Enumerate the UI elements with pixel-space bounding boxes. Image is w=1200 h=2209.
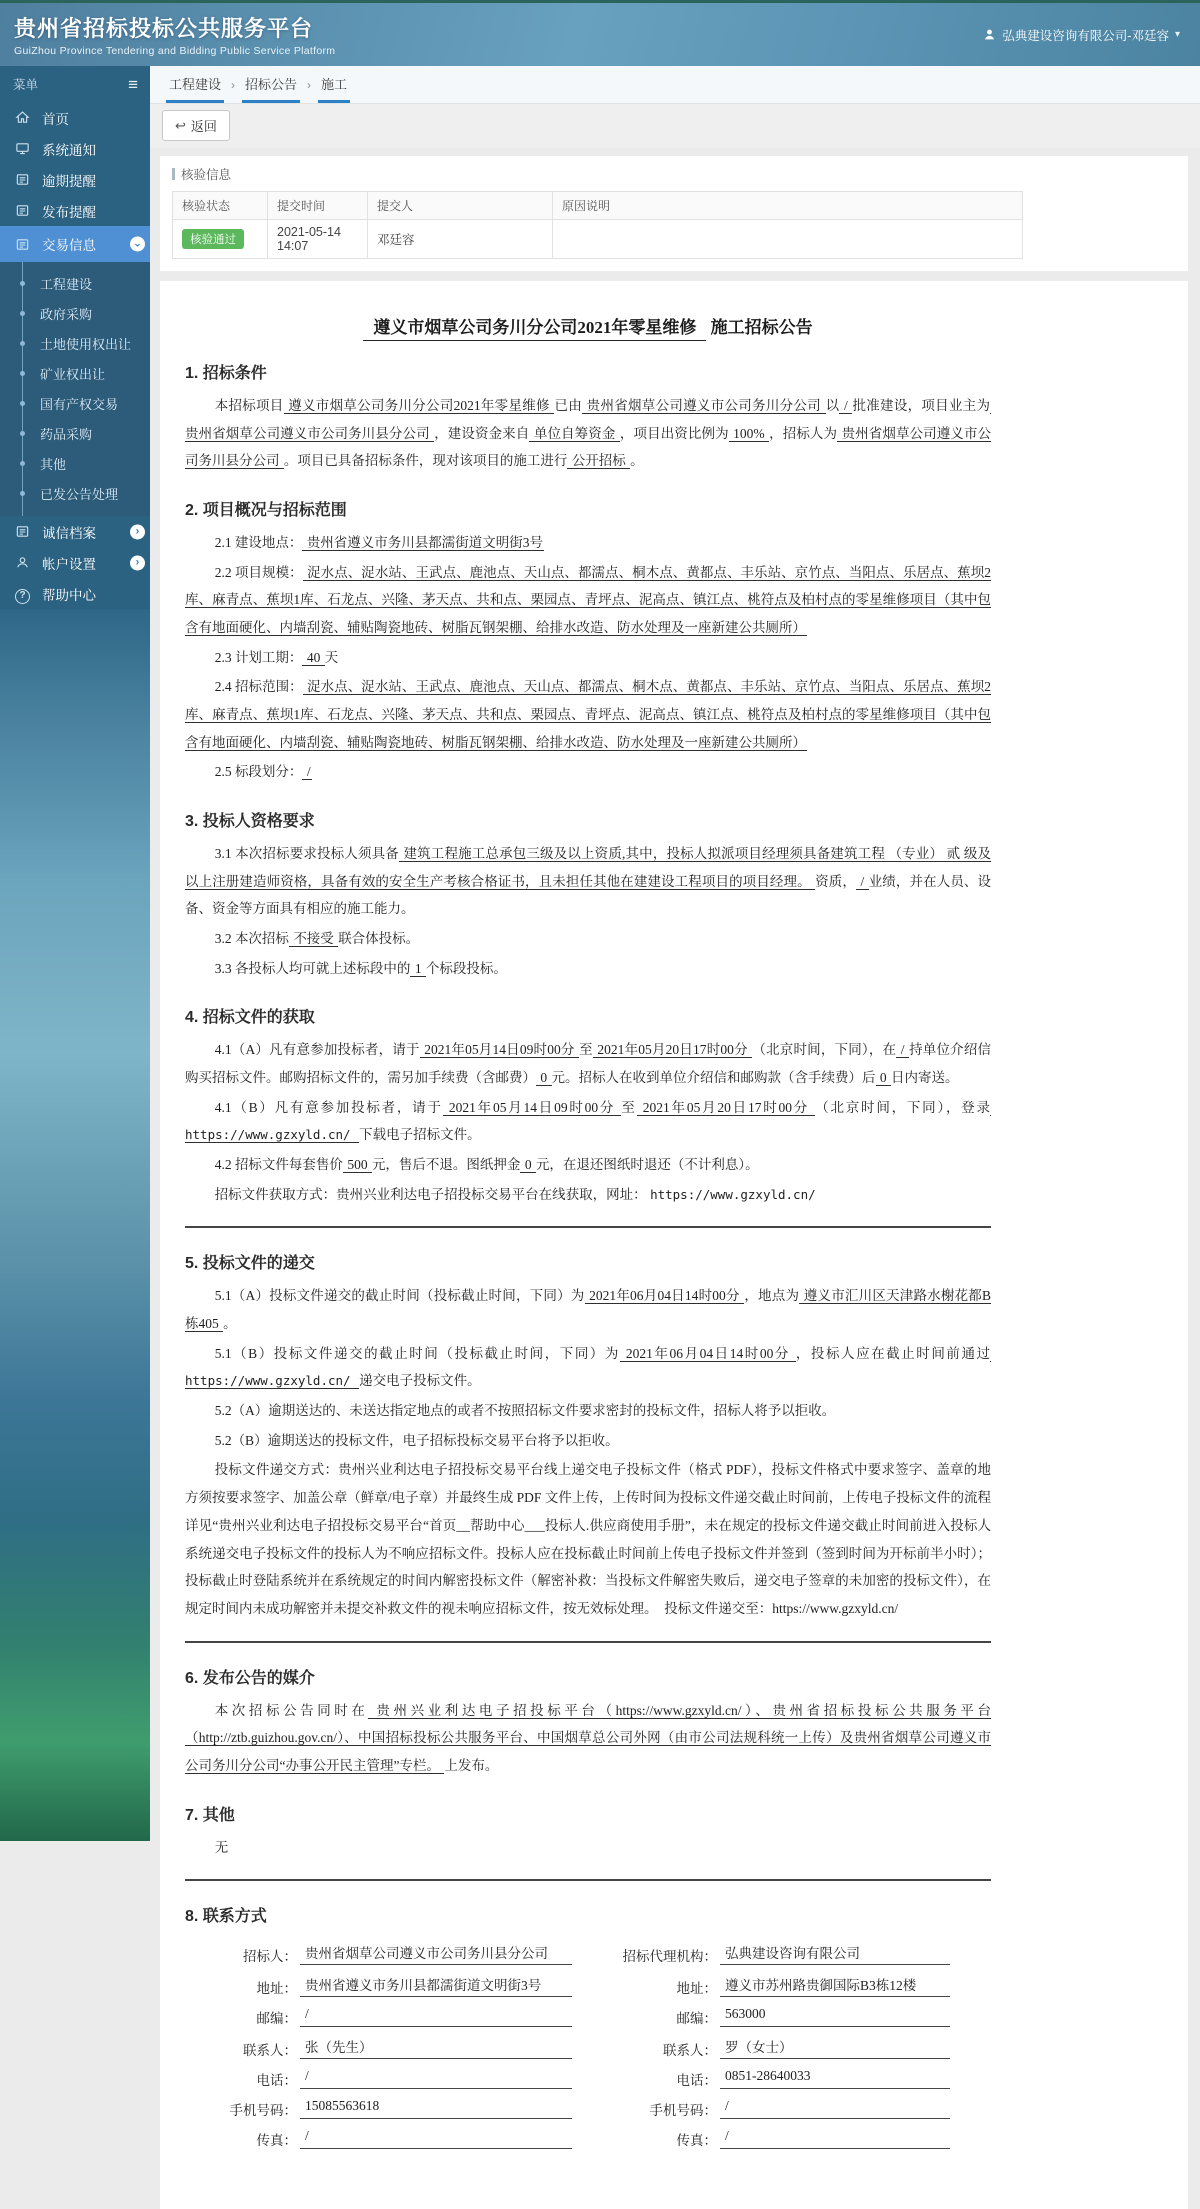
text-run: 4.2 招标文件每套售价 [214,1157,343,1173]
text-run: 。 [630,453,644,469]
document-title [185,313,991,338]
bullet-icon [20,311,25,316]
blank-value: 贵州省烟草公司遵义市公司务川分公司 [583,398,825,413]
verify-col-header: 提交人 [368,192,553,220]
sidebar-subitem-gov-procurement[interactable] [0,298,150,328]
text-run: 持单位介绍信购买招标文件。邮购招标文件的，需另加手续费（含邮费） [185,1042,992,1086]
doc-paragraph [185,1094,991,1149]
section-divider [185,1641,991,1643]
verification-panel-title [172,165,1176,183]
doc-paragraph [185,1340,991,1395]
text-run: 。项目已具备招标条件，现对该项目的施工进行 [283,453,568,469]
sidebar-header [0,66,150,102]
doc-paragraph [185,673,991,756]
text-run: 日内寄送。 [891,1070,959,1086]
hamburger-icon[interactable]: ≡ [128,74,138,94]
person-cell: 邓廷容 [368,220,553,259]
bullet-icon [20,341,25,346]
blank-value: https://www.gzxyld.cn/ [185,1346,991,1390]
text-run: 2.4 招标范围： [214,679,303,695]
contact-value: 罗（女士） [720,2036,950,2059]
document-sections [185,360,991,2149]
section-heading: 8. 联系方式 [185,1908,267,1926]
text-run: 4.1（B）凡有意参加投标者，请于 [214,1099,443,1115]
text-run: 元，在退还图纸时退还（不计利息）。 [535,1157,759,1173]
sidebar-item-publish-reminder[interactable] [0,195,150,226]
doc-paragraph [185,955,991,983]
main-area [150,66,1200,2149]
text-run: https://www.gzxyld.cn/ [650,1186,816,1202]
contact-value: 遵义市苏州路贵御国际B3栋12楼 [720,1974,950,1997]
text-run: ，建设资金来自 [434,425,530,441]
verification-title-text: 核验信息 [181,168,232,182]
sidebar-item-home[interactable] [0,102,150,133]
brand [0,12,335,57]
text-run: 元。招标人在收到单位介绍信和邮购款（含手续费）后 [551,1070,876,1086]
subitem-label: 土地使用权出让 [40,336,132,352]
sidebar-item-account-settings[interactable] [0,547,150,578]
text-run: 5.2（A）逾期送达的、未送达指定地点的或者不按照招标文件要求密封的投标文件，招标人将予以拒收。 [214,1403,836,1419]
top-header [0,0,1200,66]
contact-label: 招标人： [243,1949,297,1965]
text-run: 投标文件递交方式：贵州兴业利达电子招投标交易平台线上递交电子投标文件（格式 PDF），投标文件格式中要求签字、盖章的地方须按要求签字、加盖公章（鲜章/电子章）并最终生成 PDF 文件上传，上传时间为投标文件递交截止时间前，上传电子投标文件的流程详见“贵州兴业利达电子招投标交易平台“首页__帮助中心___投标人.供应商使用手册”，未在规定的投标文件递交截止时间前进入投标人系统递交电子投标文件的投标人为不响应招标文件。投标人应在投标截止时间前上传电子投标文件并签到（签到时间为开标前半小时）；投标截止时登陆系统并在系统规定的时间内解密投标文件（解密补救：当投标文件解密失败后，递交电子签章的未加密的投标文件），在规定时间内未成功解密并未提交补救文件的视未响应招标文件，按无效标处理。 投标文件递交至：https://www.gzxyld.cn/ [185,1462,991,1616]
section-heading: 3. 投标人资格要求 [185,813,315,831]
text-run: 2.2 项目规模： [214,564,303,580]
time-cell: 2021-05-14 14:07 [268,220,368,259]
sidebar-submenu [0,262,150,516]
text-run: 个标段投标。 [425,960,507,976]
blank-value: 2021年06月04日14时00分 [620,1345,795,1361]
sidebar [0,66,150,1841]
person-icon [15,555,30,570]
section-heading: 7. 其他 [185,1806,235,1824]
blank-value: 公开招标 [568,453,630,469]
section-heading: 6. 发布公告的媒介 [185,1669,315,1687]
sidebar-item-label: 发布提醒 [42,204,96,220]
document-title-suffix: 施工招标公告 [706,318,813,337]
doc-icon [15,524,30,539]
text-run: 递交电子投标文件。 [359,1373,481,1389]
text-run: 5.1（B）投标文件递交的截止时间（投标截止时间，下同）为 [214,1345,620,1361]
contact-label: 传真： [676,2133,717,2149]
sidebar-menu [0,102,150,609]
contact-label: 邮编： [256,2011,297,2027]
blank-value: 建筑工程施工总承包三级及以上资质,其中，投标人拟派项目经理须具备建筑工程 （专业） 贰 级及以上注册建造师资格，具备有效的安全生产考核合格证书，且未担任其他在建建设工程项目的项目经理。 [185,846,992,889]
blank-value: 0 [876,1070,890,1086]
monitor-icon [15,141,30,156]
person-icon [983,28,996,41]
text-run: 联合体投标。 [338,931,420,947]
bullet-icon [20,371,25,376]
subitem-label: 工程建设 [40,276,93,292]
text-run: 2.1 建设地点： [214,535,303,551]
blank-value: 100% [729,425,769,441]
sidebar-item-label: 首页 [42,111,69,127]
verification-table [172,191,1023,259]
text-run: （北京时间，下同），在 [752,1042,897,1058]
breadcrumb-item[interactable]: 施工 [318,66,350,103]
user-name: 弘典建设咨询有限公司-邓廷容 [1002,28,1169,43]
contact-label: 联系人： [243,2043,297,2059]
status-badge: 核验通过 [182,229,244,249]
sidebar-item-help-center[interactable] [0,578,150,609]
contact-label: 招标代理机构： [622,1949,717,1965]
subitem-label: 国有产权交易 [40,396,119,412]
doc-paragraph [185,1427,991,1455]
breadcrumb-item[interactable]: 工程建设 [166,66,224,103]
home-icon [15,110,30,125]
table-header-row [173,192,1023,220]
sidebar-item-label: 系统通知 [42,142,96,158]
section-divider [185,1879,991,1881]
section-divider [185,1226,991,1228]
doc-paragraph [185,1151,991,1179]
document-title-underlined: 遵义市烟草公司务川分公司2021年零星维修 [363,318,706,341]
chevron-right-circle-icon: › [130,524,145,539]
sidebar-item-overdue-reminder[interactable] [0,164,150,195]
contact-label: 地址： [256,1981,297,1997]
subitem-label: 已发公告处理 [40,486,119,502]
reason-cell [553,220,1023,259]
breadcrumb-separator: › [307,77,312,92]
doc-paragraph [185,758,991,786]
text-run: 2.3 计划工期： [214,649,303,665]
subitem-label: 政府采购 [40,306,93,322]
doc-paragraph [185,840,991,923]
status-cell [173,220,268,259]
doc-paragraph [185,1834,991,1862]
text-run: 资质， [815,873,856,889]
menu-label: 菜单 [13,78,39,92]
subitem-label: 药品采购 [40,426,93,442]
bullet-icon [20,281,25,286]
section-heading: 5. 投标文件的递交 [185,1255,315,1273]
blank-value: 0 [521,1157,535,1173]
contact-value: / [300,2006,572,2027]
sidebar-subitem-engineering[interactable] [0,268,150,298]
bullet-icon [20,461,25,466]
text-run: 下载电子招标文件。 [359,1127,481,1143]
doc-paragraph [185,529,991,557]
section-heading: 2. 项目概况与招标范围 [185,502,347,520]
contact-value: 563000 [720,2006,950,2027]
text-run: 本招标项目 [214,398,284,413]
doc-paragraph [185,644,991,672]
text-run: 招标文件获取方式：贵州兴业利达电子招投标交易平台在线获取，网址： [214,1186,651,1202]
text-run: 4.1（A）凡有意参加投标者，请于 [214,1042,420,1058]
sidebar-subitem-drug-procurement[interactable] [0,418,150,448]
contact-label: 联系人： [663,2043,717,2059]
doc-paragraph [185,1697,991,1780]
text-run: 元，售后不退。图纸押金 [371,1157,521,1173]
blank-value: 单位自筹资金 [530,425,619,441]
sidebar-subitem-mining-rights[interactable] [0,358,150,388]
blank-value: 2021年06月04日14时00分 [585,1288,744,1304]
text-run: 3.1 本次招标要求投标人须具备 [214,846,399,862]
text-run: （北京时间，下同），登录 [815,1099,991,1115]
sidebar-item-label: 帐户设置 [42,556,96,572]
content-area [150,148,1200,2149]
toolbar [150,104,1200,148]
text-run: 本次招标公告同时在 [214,1702,369,1718]
blank-value: 贵州兴业利达电子招投标平台（https://www.gzxyld.cn/）、贵州省招标投标公共服务平台（http://ztb.guizhou.gov.cn/）、中国招标投标公共服务平台、中国烟草总公司外网（由市公司法规科统一上传）及贵州省烟草公司遵义市公司务川分公司“办事公开民主管理”专栏。 [185,1702,991,1773]
text-run: 已由 [554,398,583,413]
announcement-document [160,281,1188,2209]
contact-value: / [300,2128,572,2149]
contact-label: 电话： [676,2073,717,2089]
doc-paragraph [185,392,991,475]
subitem-label: 其他 [40,456,67,472]
text-run: 5.2（B）逾期送达的投标文件，电子招标投标交易平台将予以拒收。 [214,1432,619,1448]
contact-value: 弘典建设咨询有限公司 [720,1942,950,1965]
doc-icon [15,203,30,218]
question-icon: ? [15,586,30,601]
chevron-right-circle-icon: › [130,555,145,570]
blank-value: 2021年05月20日17时00分 [593,1042,752,1058]
blank-value: 500 [343,1157,371,1173]
doc-paragraph [185,1282,991,1337]
title-bar-accent [172,168,175,180]
sidebar-item-label: 帮助中心 [42,587,96,603]
blank-value: 1 [411,960,425,976]
section-heading: 1. 招标条件 [185,365,267,382]
doc-paragraph [185,1181,991,1209]
blank-value: 贵州省遵义市务川县都濡街道文明街3号 [303,535,544,551]
blank-value: 0 [537,1070,551,1086]
breadcrumb-separator: › [231,77,236,92]
sidebar-subitem-other[interactable] [0,448,150,478]
sidebar-item-credit-archive[interactable] [0,516,150,547]
blank-value: / [897,1042,909,1058]
contact-label: 手机号码： [229,2103,297,2119]
blank-value: 40 [303,649,324,665]
doc-paragraph [185,559,991,642]
contact-value: / [720,2128,950,2149]
user-menu[interactable] [983,26,1200,44]
sidebar-subitem-state-property[interactable] [0,388,150,418]
text-run: 5.1（A）投标文件递交的截止时间（投标截止时间，下同）为 [214,1288,585,1304]
blank-value: 遵义市汇川区天津路水榭花都B栋405 [185,1288,992,1332]
blank-value: 遵义市烟草公司务川分公司2021年零星维修 [284,398,554,413]
text-run: 业绩，并在人员、设备、资金等方面具有相应的施工能力。 [185,873,992,917]
text-run: 天 [324,649,339,665]
contact-label: 电话： [256,2073,297,2089]
subitem-label: 矿业权出让 [40,366,106,382]
contact-value: / [720,2098,950,2119]
blank-value: / [840,398,852,413]
breadcrumb-item[interactable]: 招标公告 [242,66,300,103]
contact-value: 0851-28640033 [720,2068,950,2089]
blank-value: 浞水点、浞水站、王武点、鹿池点、天山点、都濡点、桐木点、黄都点、丰乐站、京竹点、当阳点、乐居点、蕉坝2库、麻青点、蕉坝1库、石龙点、兴隆、茅天点、共和点、栗园点、青坪点、泥高点、镇江点、桃符点及柏村点的零星维修项目（其中包含有地面硬化、内墙刮瓷、辅贴陶瓷地砖、树脂瓦钢架棚、给排水改造、防水处理及一座新建公共厕所） [185,679,992,750]
bullet-icon [20,401,25,406]
doc-paragraph [185,1036,991,1091]
verify-col-header: 核验状态 [173,192,268,220]
text-run: 。 [223,1316,237,1332]
sidebar-subitem-published-notice[interactable] [0,478,150,508]
contact-label: 地址： [676,1981,717,1997]
contact-info-grid [200,1942,991,2149]
back-button-label: 返回 [190,119,217,134]
text-run: 至 [579,1042,593,1058]
bullet-icon [20,491,25,496]
blank-value: 贵州省烟草公司遵义市公司务川县分公司 [185,398,991,442]
doc-paragraph [185,1397,991,1425]
text-run: 以 [825,398,840,413]
doc-paragraph [185,925,991,953]
sidebar-item-system-notice[interactable] [0,133,150,164]
text-run: 3.3 各投标人均可就上述标段中的 [214,960,411,976]
doc-icon [15,172,30,187]
return-icon: ↩ [175,117,186,133]
text-run: 批准建设，项目业主为 [852,398,991,413]
contact-value: 15085563618 [300,2098,572,2119]
contact-value: 贵州省烟草公司遵义市公司务川县分公司 [300,1942,572,1965]
verify-col-header: 原因说明 [553,192,1023,220]
breadcrumb [150,66,1200,104]
caret-down-icon: ▾ [1174,29,1180,40]
contact-value: 贵州省遵义市务川县都濡街道文明街3号 [300,1974,572,1997]
blank-value: / [856,873,868,889]
page-title: 贵州省招标投标公共服务平台 [14,16,314,41]
blank-value: 2021年05月14日09时00分 [443,1099,621,1115]
blank-value: 2021年05月14日09时00分 [420,1042,579,1058]
chevron-down-circle-icon: ⌄ [130,237,145,252]
page-subtitle: GuiZhou Province Tendering and Bidding Public Service Platform [14,45,336,57]
blank-value: 不接受 [289,931,338,947]
contact-value: 张（先生） [300,2036,572,2059]
blank-value: https://www.gzxyld.cn/ [185,1100,991,1144]
sidebar-subitem-land-use-transfer[interactable] [0,328,150,358]
verification-panel [160,156,1188,271]
verify-col-header: 提交时间 [268,192,368,220]
table-row [173,220,1023,259]
sidebar-item-label: 诚信档案 [42,525,96,541]
document-body [185,313,991,2149]
text-run: 2.5 标段划分： [214,764,303,780]
blank-value: 浞水点、浞水站、王武点、鹿池点、天山点、都濡点、桐木点、黄都点、丰乐站、京竹点、当阳点、乐居点、蕉坝2库、麻青点、蕉坝1库、石龙点、兴隆、茅天点、共和点、栗园点、青坪点、泥高点、镇江点、桃符点及柏村点的零星维修项目（其中包含有地面硬化、内墙刮瓷、辅贴陶瓷地砖、树脂瓦钢架棚、给排水改造、防水处理及一座新建公共厕所） [185,564,992,636]
blank-value: 2021年05月20日17时00分 [637,1099,815,1115]
text-run: ，投标人应在截止时间前通过 [795,1345,991,1361]
sidebar-item-label: 交易信息 [42,238,96,253]
back-button[interactable] [162,110,230,141]
sidebar-item-label: 逾期提醒 [42,173,96,189]
bullet-icon [20,431,25,436]
text-run: 3.2 本次招标 [214,931,289,947]
section-heading: 4. 招标文件的获取 [185,1009,315,1027]
sidebar-scenic-background [0,609,150,1841]
doc-icon [15,237,30,252]
text-run: ，地点为 [744,1288,800,1304]
text-run: ，招标人为 [769,425,838,441]
sidebar-item-trade-info[interactable] [0,226,150,262]
blank-value: 贵州省烟草公司遵义市公司务川县分公司 [185,425,992,469]
text-run: ，项目出资比例为 [619,425,729,441]
blank-value: / [303,764,311,780]
doc-paragraph [185,1456,991,1622]
text-run: 上发布。 [444,1757,499,1773]
text-run: 无 [214,1839,229,1855]
text-run: 至 [621,1099,637,1115]
contact-label: 邮编： [676,2011,717,2027]
contact-label: 传真： [256,2133,297,2149]
contact-label: 手机号码： [649,2103,717,2119]
contact-value: / [300,2068,572,2089]
